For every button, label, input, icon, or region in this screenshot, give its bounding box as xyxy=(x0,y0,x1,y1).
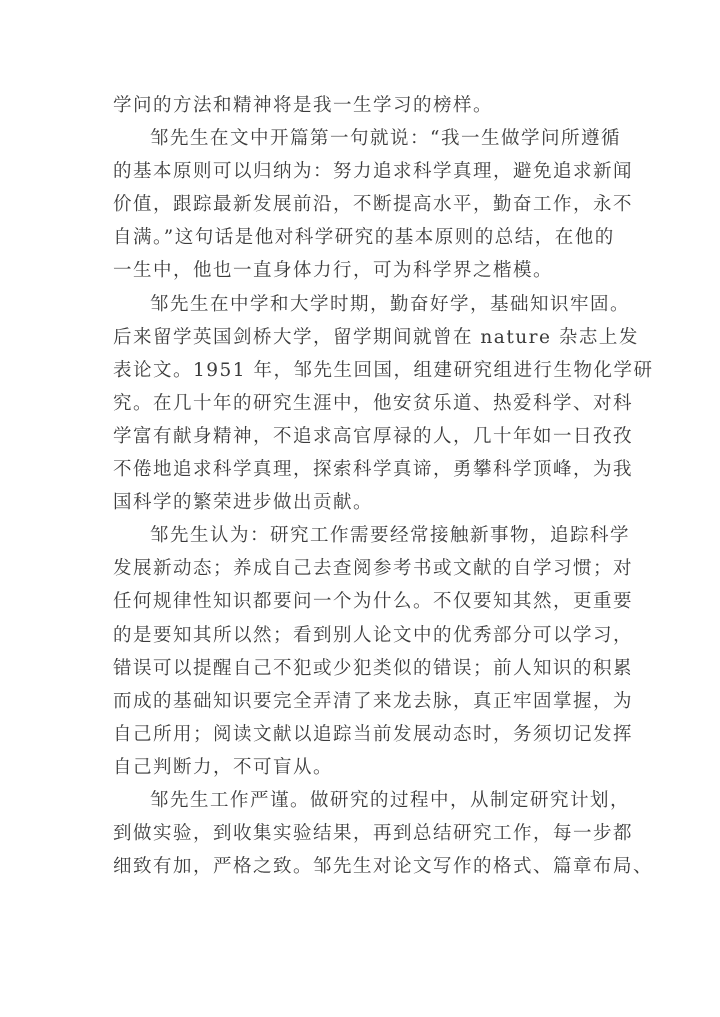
text-line: 究。在几十年的研究生涯中，他安贫乐道、热爱科学、对科 xyxy=(113,392,634,414)
text-line: 价值，跟踪最新发展前沿，不断提高水平，勤奋工作，永不 xyxy=(113,194,634,216)
body-text xyxy=(113,89,654,883)
text-line: 学富有献身精神，不追求高官厚禄的人，几十年如一日孜孜 xyxy=(113,425,634,447)
text-line: 学问的方法和精神将是我一生学习的榜样。 xyxy=(113,95,494,116)
text-line: 表论文。1951 年，邹先生回国，组建研究组进行生物化学研 xyxy=(113,359,654,381)
text-line: 到做实验，到收集实验结果，再到总结研究工作，每一步都 xyxy=(113,823,634,845)
text-line: 自满。”这句话是他对科学研究的基本原则的总结，在他的 xyxy=(113,227,615,249)
text-line: 细致有加，严格之致。邹先生对论文写作的格式、篇章布局、 xyxy=(113,856,654,878)
text-line: 的基本原则可以归纳为：努力追求科学真理，避免追求新闻 xyxy=(113,161,634,183)
text-line: 一生中，他也一直身体力行，可为科学界之楷模。 xyxy=(113,260,554,282)
text-line: 后来留学英国剑桥大学，留学期间就曾在 nature 杂志上发 xyxy=(113,326,639,348)
text-line: 错误可以提醒自己不犯或少犯类似的错误；前人知识的积累 xyxy=(113,657,634,679)
text-line: 的是要知其所以然；看到别人论文中的优秀部分可以学习， xyxy=(113,624,634,646)
text-line: 自己所用；阅读文献以追踪当前发展动态时，务须切记发挥 xyxy=(113,723,634,745)
paragraph-start-line: 邹先生在文中开篇第一句就说：“我一生做学问所遵循 xyxy=(150,128,621,150)
text-line: 而成的基础知识要完全弄清了来龙去脉，真正牢固掌握，为 xyxy=(113,690,634,712)
text-line: 国科学的繁荣进步做出贡献。 xyxy=(113,492,374,514)
text-line: 任何规律性知识都要问一个为什么。不仅要知其然，更重要 xyxy=(113,591,634,613)
text-line: 自己判断力，不可盲从。 xyxy=(113,756,334,778)
paragraph-start-line: 邹先生在中学和大学时期，勤奋好学，基础知识牢固。 xyxy=(150,293,631,315)
text-line: 发展新动态；养成自己去查阅参考书或文献的自学习惯；对 xyxy=(113,558,634,580)
text-line: 不倦地追求科学真理，探索科学真谛，勇攀科学顶峰，为我 xyxy=(113,459,634,481)
paragraph-start-line: 邹先生认为：研究工作需要经常接触新事物，追踪科学 xyxy=(150,525,631,547)
paragraph-start-line: 邹先生工作严谨。做研究的过程中，从制定研究计划， xyxy=(150,789,631,811)
